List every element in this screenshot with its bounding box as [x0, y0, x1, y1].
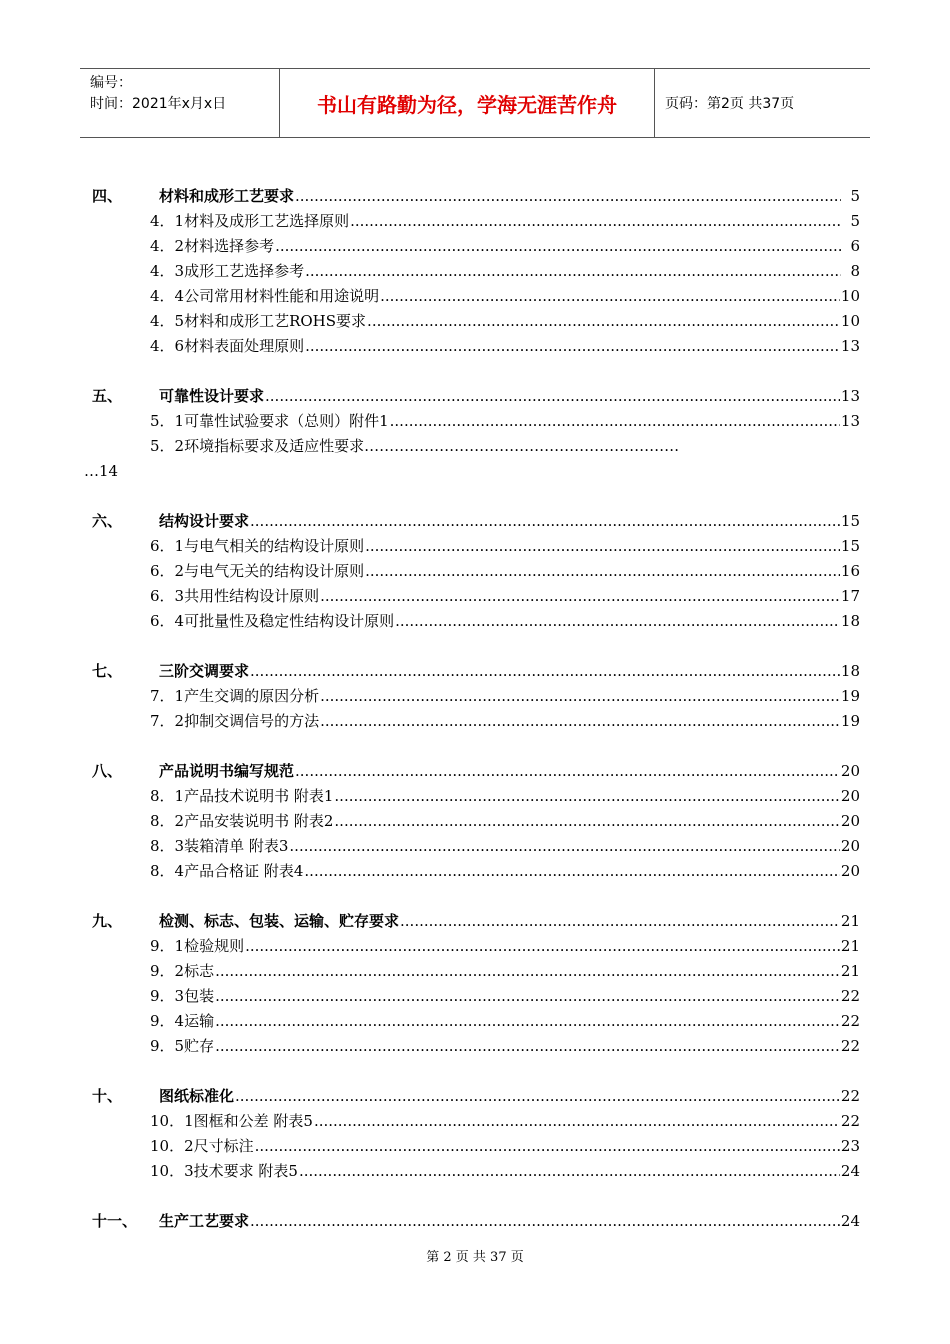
- toc-item-title: 10．3技术要求 附表5: [150, 1162, 298, 1180]
- toc-page-number: 17: [840, 587, 860, 605]
- toc-item[interactable]: [92, 984, 860, 1009]
- toc-section-title: 可靠性设计要求: [159, 387, 265, 405]
- toc-page-number: 20: [840, 812, 860, 830]
- toc-leader-dots: [255, 1134, 840, 1159]
- toc-leader-dots: [400, 909, 840, 934]
- doc-time-label: 时间：2021年x月x日: [90, 96, 227, 112]
- header-motto: 书山有路勤为径，学海无涯苦作舟: [280, 69, 655, 137]
- toc-section-number: 七、: [92, 662, 123, 680]
- toc-section-7[interactable]: [92, 659, 860, 684]
- toc-page-number: 19: [840, 712, 860, 730]
- toc-page-number: …14: [84, 462, 119, 480]
- toc-section-title: 材料和成形工艺要求: [159, 187, 295, 205]
- toc-page-number: 21: [840, 937, 860, 955]
- toc-page-number: 13: [840, 337, 860, 355]
- toc-page-number: 5: [850, 187, 860, 205]
- toc-item-title: 9．4运输: [150, 1012, 215, 1030]
- toc-item-title: 6．3共用性结构设计原则: [150, 587, 320, 605]
- toc-item-title: 8．2产品安装说明书 附表2: [150, 812, 334, 830]
- toc-item-title: 4．5材料和成形工艺ROHS要求: [150, 312, 367, 330]
- toc-item-title: 6．4可批量性及稳定性结构设计原则: [150, 612, 395, 630]
- toc-leader-dots: [215, 984, 840, 1009]
- toc-leader-dots: [350, 209, 841, 234]
- toc-page-number: 20: [840, 762, 860, 780]
- toc-item-title: 7．1产生交调的原因分析: [150, 687, 320, 705]
- toc-item-title: 4．6材料表面处理原则: [150, 337, 305, 355]
- toc-page-number: 10: [840, 312, 860, 330]
- toc-page-number: 21: [840, 962, 860, 980]
- toc-page-number: 20: [840, 787, 860, 805]
- toc-leader-dots: [390, 409, 840, 434]
- toc-page-number: 13: [840, 387, 860, 405]
- toc-item[interactable]: [92, 1009, 860, 1034]
- toc-leader-dots: [380, 284, 840, 309]
- toc-section-number: 九、: [92, 912, 123, 930]
- page-header: [80, 68, 870, 138]
- toc-item[interactable]: [92, 209, 860, 234]
- toc-item[interactable]: [92, 809, 860, 834]
- toc-section-8[interactable]: [92, 759, 860, 784]
- toc-section-title: 三阶交调要求: [159, 662, 250, 680]
- toc-item-title: 4．1材料及成形工艺选择原则: [150, 212, 350, 230]
- toc-page-number: 24: [840, 1162, 860, 1180]
- toc-page-number: 22: [840, 1012, 860, 1030]
- toc-item[interactable]: [92, 1134, 860, 1159]
- toc-leader-dots: [320, 709, 840, 734]
- toc-section-title: 图纸标准化: [159, 1087, 235, 1105]
- toc-item-wrapped[interactable]: [92, 434, 860, 459]
- toc-leader-dots: [334, 784, 840, 809]
- toc-item[interactable]: [92, 1034, 860, 1059]
- toc-leader-dots: [367, 309, 840, 334]
- toc-item[interactable]: [92, 834, 860, 859]
- toc-page-number: 5: [850, 212, 860, 230]
- toc-page-number: 8: [850, 262, 860, 280]
- toc-leader-dots: [365, 534, 840, 559]
- toc-section-title: 结构设计要求: [159, 512, 250, 530]
- table-of-contents: [84, 184, 860, 1234]
- toc-item-title: 8．4产品合格证 附表4: [150, 862, 304, 880]
- toc-item[interactable]: [92, 534, 860, 559]
- toc-item[interactable]: [92, 284, 860, 309]
- toc-page-number: 22: [840, 1112, 860, 1130]
- toc-leader-dots: [304, 859, 840, 884]
- toc-page-number: 13: [840, 412, 860, 430]
- toc-leader-dots: [365, 559, 840, 584]
- toc-section-number: 六、: [92, 512, 123, 530]
- toc-item[interactable]: [92, 959, 860, 984]
- toc-leader-dots: [305, 334, 840, 359]
- toc-page-number: 22: [840, 1037, 860, 1055]
- toc-page-number: 23: [840, 1137, 860, 1155]
- toc-item-title: 6．1与电气相关的结构设计原则: [150, 537, 365, 555]
- toc-item-title: 6．2与电气无关的结构设计原则: [150, 562, 365, 580]
- toc-section-title: 生产工艺要求: [159, 1212, 250, 1230]
- toc-section-number: 五、: [92, 387, 123, 405]
- page-footer: 第 2 页 共 37 页: [426, 1250, 524, 1265]
- toc-leader-dots: [250, 509, 840, 534]
- toc-leader-dots: [314, 1109, 840, 1134]
- toc-section-4[interactable]: [92, 184, 860, 209]
- toc-page-number: 18: [840, 612, 860, 630]
- toc-leader-dots: [215, 1009, 840, 1034]
- toc-leader-dots: [299, 1159, 840, 1184]
- toc-page-number: 20: [840, 862, 860, 880]
- toc-leader-dots: [289, 834, 840, 859]
- toc-leader-dots: [295, 759, 840, 784]
- toc-item[interactable]: [92, 1159, 860, 1184]
- toc-section-number: 十一、: [92, 1212, 138, 1230]
- toc-item-title: 9．3包装: [150, 987, 215, 1005]
- toc-leader-dots: [320, 684, 840, 709]
- toc-item-title: 8．1产品技术说明书 附表1: [150, 787, 334, 805]
- toc-page-number: 10: [840, 287, 860, 305]
- toc-section-number: 十、: [92, 1087, 123, 1105]
- toc-page-number: 21: [840, 912, 860, 930]
- toc-leader-dots: [334, 809, 840, 834]
- toc-page-number: 24: [840, 1212, 860, 1230]
- toc-page-number: 20: [840, 837, 860, 855]
- toc-item-title: 9．1检验规则: [150, 937, 245, 955]
- toc-item[interactable]: [92, 784, 860, 809]
- toc-item[interactable]: [92, 559, 860, 584]
- toc-item-title: 4．2材料选择参考: [150, 237, 275, 255]
- toc-item-title: 5．1可靠性试验要求（总则）附件1: [150, 412, 389, 430]
- toc-section-5[interactable]: [92, 384, 860, 409]
- toc-leader-dots: [215, 959, 840, 984]
- toc-leader-dots: [265, 384, 840, 409]
- toc-item-title: 5．2环境指标要求及适应性要求………………………………………………………: [150, 437, 680, 455]
- toc-item[interactable]: [92, 309, 860, 334]
- toc-section-10[interactable]: [92, 1084, 860, 1109]
- toc-section-title: 产品说明书编写规范: [159, 762, 295, 780]
- toc-leader-dots: [295, 184, 841, 209]
- toc-item-title: 9．5贮存: [150, 1037, 215, 1055]
- toc-leader-dots: [245, 934, 840, 959]
- toc-leader-dots: [215, 1034, 840, 1059]
- header-page-info: 页码：第2页 共37页: [665, 96, 795, 112]
- doc-code-label: 编号：: [90, 75, 132, 91]
- toc-item[interactable]: [92, 234, 860, 259]
- toc-item[interactable]: [92, 934, 860, 959]
- toc-item[interactable]: [92, 1109, 860, 1134]
- toc-page-number: 22: [840, 987, 860, 1005]
- toc-page-number: 6: [850, 237, 860, 255]
- toc-item[interactable]: [92, 709, 860, 734]
- toc-section-number: 四、: [92, 187, 123, 205]
- toc-page-number: 18: [840, 662, 860, 680]
- toc-item-title: 10．2尺寸标注: [150, 1137, 254, 1155]
- toc-item[interactable]: [92, 584, 860, 609]
- toc-page-number: 16: [840, 562, 860, 580]
- toc-section-6[interactable]: [92, 509, 860, 534]
- toc-item-title: 4．3成形工艺选择参考: [150, 262, 305, 280]
- toc-section-9[interactable]: [92, 909, 860, 934]
- toc-page-number: 15: [840, 537, 860, 555]
- toc-page-number: 15: [840, 512, 860, 530]
- toc-item-title: 10．1图框和公差 附表5: [150, 1112, 313, 1130]
- toc-leader-dots: [395, 609, 840, 634]
- toc-item-wrapped-continuation: [84, 459, 860, 484]
- toc-leader-dots: [275, 234, 841, 259]
- toc-item-title: 9．2标志: [150, 962, 215, 980]
- toc-leader-dots: [235, 1084, 840, 1109]
- toc-item[interactable]: [92, 334, 860, 359]
- toc-leader-dots: [305, 259, 841, 284]
- toc-leader-dots: [250, 1209, 840, 1234]
- toc-item-title: 7．2抑制交调信号的方法: [150, 712, 320, 730]
- toc-section-number: 八、: [92, 762, 123, 780]
- toc-section-11[interactable]: [92, 1209, 860, 1234]
- toc-item[interactable]: [92, 684, 860, 709]
- toc-item[interactable]: [92, 409, 860, 434]
- toc-page-number: 19: [840, 687, 860, 705]
- toc-section-title: 检测、标志、包装、运输、贮存要求: [159, 912, 400, 930]
- toc-item-title: 4．4公司常用材料性能和用途说明: [150, 287, 380, 305]
- toc-page-number: 22: [840, 1087, 860, 1105]
- toc-leader-dots: [250, 659, 840, 684]
- toc-item[interactable]: [92, 259, 860, 284]
- header-meta: [80, 69, 280, 137]
- toc-leader-dots: [320, 584, 840, 609]
- toc-item-title: 8．3装箱清单 附表3: [150, 837, 289, 855]
- toc-item[interactable]: [92, 859, 860, 884]
- toc-item[interactable]: [92, 609, 860, 634]
